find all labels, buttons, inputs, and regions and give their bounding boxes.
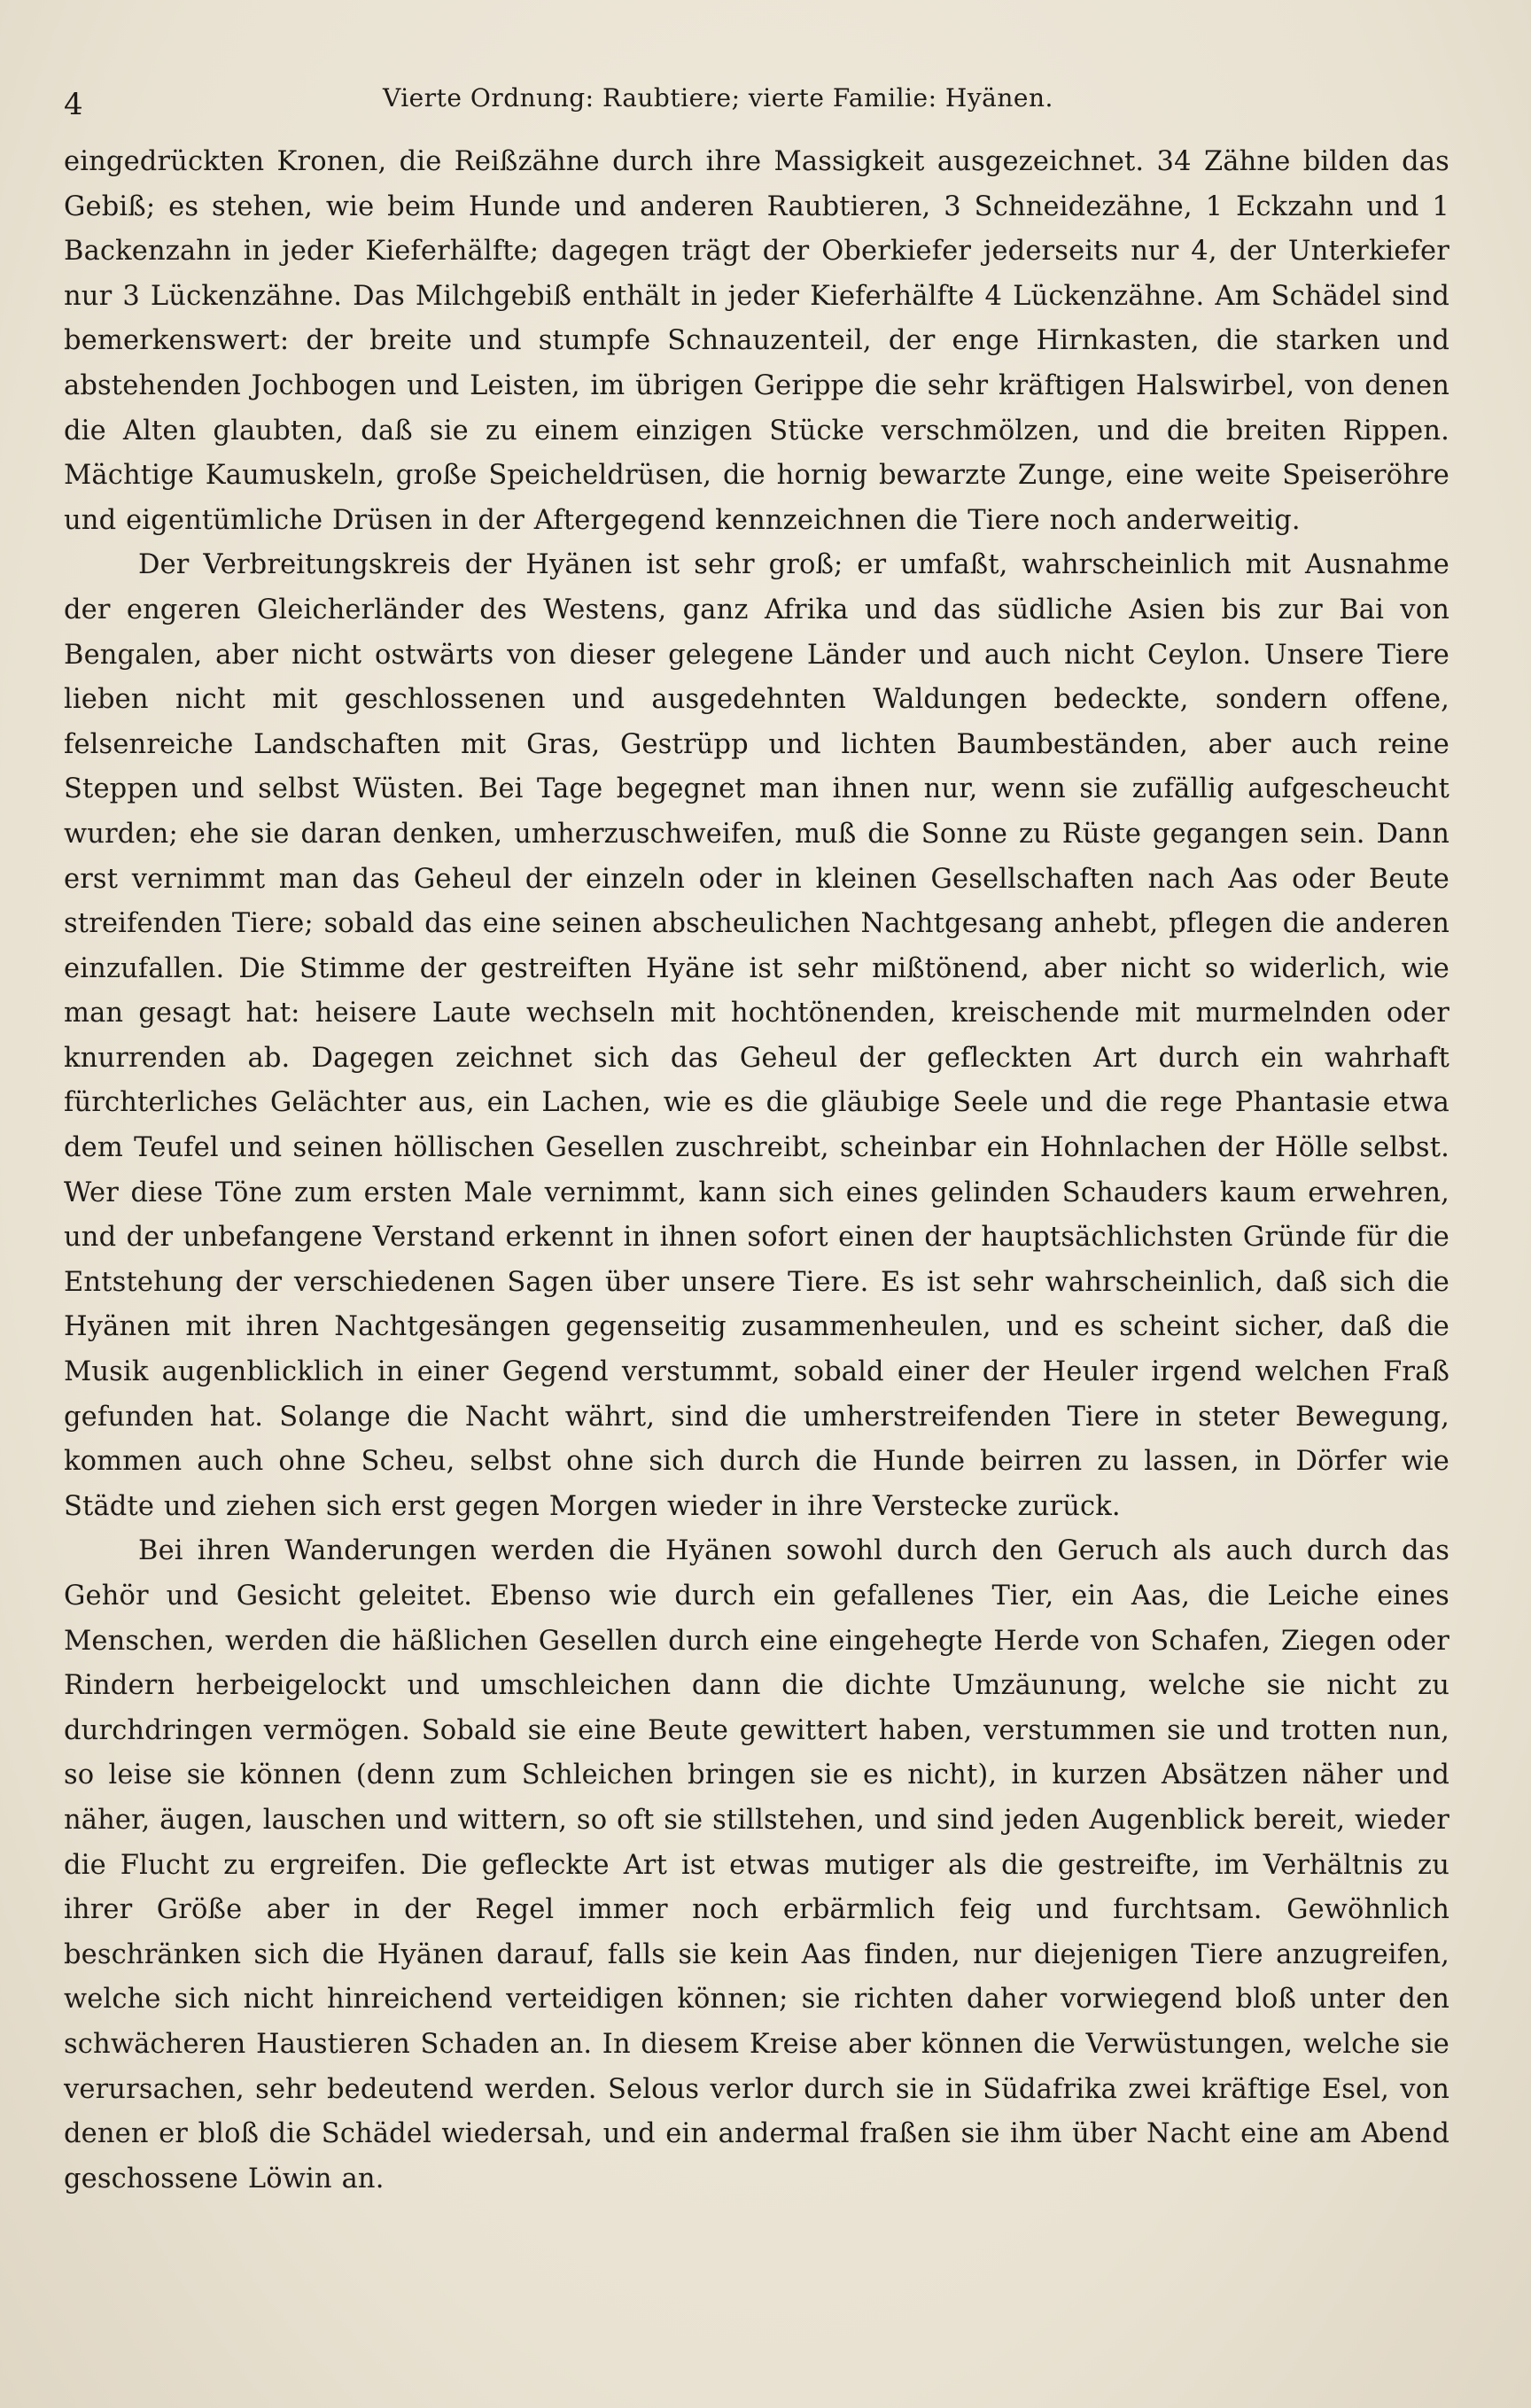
paragraph-wanderings: Bei ihren Wanderungen werden die Hyänen sowohl durch den Geruch als auch durch das Gehör und Gesicht geleitet. Ebenso wie durch ein gefallenes Tier, ein Aas, die Leiche eines Menschen, werden die häßlichen Gesellen durch eine eingehegte Herde von Schafen, Ziegen oder Rindern herbeigelockt und umschleichen dann die dichte Umzäunung, welche sie nicht zu durchdringen vermögen. Sobald sie eine Beute gewittert haben, verstummen sie und trotten nun, so leise sie können (denn zum Schleichen bringen sie es nicht), in kurzen Absätzen näher und näher, äugen, lauschen und wittern, so oft sie stillstehen, und sind jeden Augenblick bereit, wieder die Flucht zu ergreifen. Die gefleckte Art ist etwas mutiger als die gestreifte, im Verhältnis zu ihrer Größe aber in der Regel immer noch erbärmlich feig und furchtsam. Gewöhnlich beschränken sich die Hyänen darauf, falls sie kein Aas finden, nur diejenigen Tiere anzugreifen, welche sich nicht hinreichend verteidigen können; sie richten daher vorwiegend bloß unter den schwächeren Haustieren Schaden an. In diesem Kreise aber können die Verwüstungen, welche sie verursachen, sehr bedeutend werden. Selous verlor durch sie in Südafrika zwei kräftige Esel, von denen er bloß die Schädel wiedersah, und ein andermal fraßen sie ihm über Nacht eine am Abend geschossene Löwin an. [64, 1535, 1449, 2194]
body-text [64, 140, 1449, 2202]
paragraph-distribution: Der Verbreitungskreis der Hyänen ist sehr groß; er umfaßt, wahrscheinlich mit Ausnahme der engeren Gleicherländer des Westens, ganz Afrika und das südliche Asien bis zur Bai von Bengalen, aber nicht ostwärts von dieser gelegene Länder und auch nicht Ceylon. Unsere Tiere lieben nicht mit geschlossenen und ausgedehnten Waldungen bedeckte, sondern offene, felsenreiche Landschaften mit Gras, Gestrüpp und lichten Baumbeständen, aber auch reine Steppen und selbst Wüsten. Bei Tage begegnet man ihnen nur, wenn sie zufällig aufgescheucht wurden; ehe sie daran denken, umherzuschweifen, muß die Sonne zu Rüste gegangen sein. Dann erst vernimmt man das Geheul der einzeln oder in kleinen Gesellschaften nach Aas oder Beute streifenden Tiere; sobald das eine seinen abscheulichen Nachtgesang anhebt, pflegen die anderen einzufallen. Die Stimme der gestreiften Hyäne ist sehr mißtönend, aber nicht so widerlich, wie man gesagt hat: heisere Laute wechseln mit hochtönenden, kreischende mit murmelnden oder knurrenden ab. Dagegen zeichnet sich das Geheul der gefleckten Art durch ein wahrhaft fürchterliches Gelächter aus, ein Lachen, wie es die gläubige Seele und die rege Phantasie etwa dem Teufel und seinen höllischen Gesellen zuschreibt, scheinbar ein Hohnlachen der Hölle selbst. Wer diese Töne zum ersten Male vernimmt, kann sich eines gelinden Schauders kaum erwehren, und der unbefangene Verstand erkennt in ihnen sofort einen der hauptsächlichsten Gründe für die Entstehung der verschiedenen Sagen über unsere Tiere. Es ist sehr wahrscheinlich, daß sich die Hyänen mit ihren Nachtgesängen gegenseitig zusammenheulen, und es scheint sicher, daß die Musik augenblicklich in einer Gegend verstummt, sobald einer der Heuler irgend welchen Fraß gefunden hat. Solange die Nacht währt, sind die umherstreifenden Tiere in steter Bewegung, kommen auch ohne Scheu, selbst ohne sich durch die Hunde beirren zu lassen, in Dörfer wie Städte und ziehen sich erst gegen Morgen wieder in ihre Verstecke zurück. [64, 549, 1449, 1522]
running-title: Vierte Ordnung: Raubtiere; vierte Familie: Hyänen. [383, 83, 1053, 113]
running-head [64, 78, 1449, 135]
page-number: 4 [64, 87, 84, 122]
paragraph-continuation: eingedrückten Kronen, die Reißzähne durch ihre Massigkeit ausgezeichnet. 34 Zähne bilden das Gebiß; es stehen, wie beim Hunde und anderen Raubtieren, 3 Schneidezähne, 1 Eckzahn und 1 Backenzahn in jeder Kieferhälfte; dagegen trägt der Oberkiefer jederseits nur 4, der Unterkiefer nur 3 Lückenzähne. Das Milchgebiß enthält in jeder Kieferhälfte 4 Lückenzähne. Am Schädel sind bemerkenswert: der breite und stumpfe Schnauzenteil, der enge Hirnkasten, die starken und abstehenden Jochbogen und Leisten, im übrigen Gerippe die sehr kräftigen Halswirbel, von denen die Alten glaubten, daß sie zu einem einzigen Stücke verschmölzen, und die breiten Rippen. Mächtige Kaumuskeln, große Speicheldrüsen, die hornig bewarzte Zunge, eine weite Speiseröhre und eigentümliche Drüsen in der Aftergegend kennzeichnen die Tiere noch anderweitig. [64, 146, 1449, 536]
book-page [64, 78, 1449, 2364]
